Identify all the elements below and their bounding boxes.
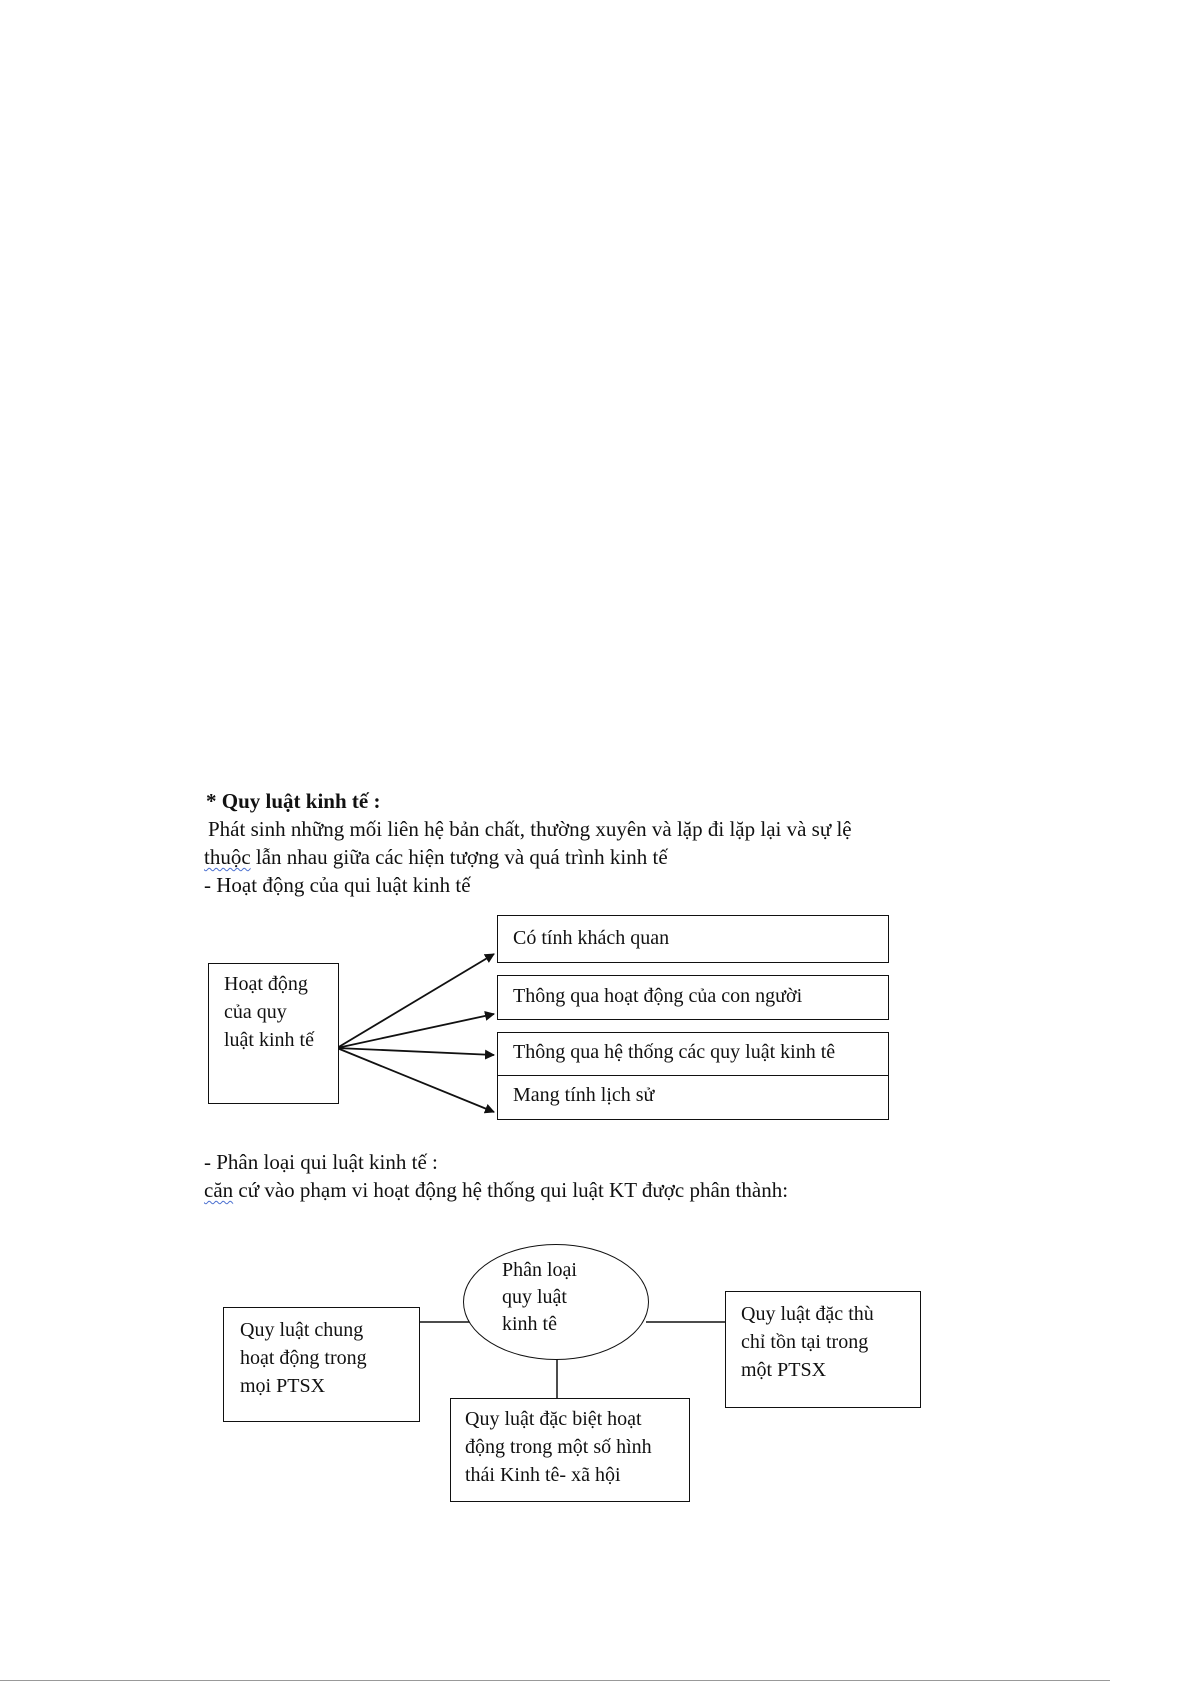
target-historical-box xyxy=(497,1075,889,1120)
general-law-line: mọi PTSX xyxy=(240,1375,326,1397)
activity-heading: - Hoạt động của qui luật kinh tế xyxy=(204,873,471,897)
target-human-activity-box xyxy=(497,975,889,1020)
source-line: của quy xyxy=(224,1001,287,1023)
specific-law-box xyxy=(725,1291,921,1408)
classification-basis-rest: cứ vào phạm vi hoạt động hệ thống qui luật KT được phân thành: xyxy=(233,1178,789,1202)
center-line: Phân loại xyxy=(502,1259,577,1281)
center-line: kinh tê xyxy=(502,1313,557,1335)
target-label: Mang tính lịch sử xyxy=(513,1084,655,1106)
general-law-line: Quy luật chung xyxy=(240,1319,364,1341)
definition-line-2-rest: lẫn nhau giữa các hiện tượng và quá trình kinh tế xyxy=(250,845,668,869)
special-law-line: động trong một số hình xyxy=(465,1436,652,1458)
classification-center-ellipse xyxy=(463,1244,649,1360)
specific-law-line: một PTSX xyxy=(741,1359,827,1381)
classification-basis xyxy=(204,1177,788,1203)
classification-heading: - Phân loại qui luật kinh tế : xyxy=(204,1150,438,1174)
target-objective-box xyxy=(497,915,889,963)
source-line: luật kinh tế xyxy=(224,1029,314,1051)
page-bottom-rule xyxy=(0,1680,1110,1681)
spellcheck-word: căn xyxy=(204,1178,234,1202)
special-law-line: thái Kinh tê- xã hội xyxy=(465,1464,621,1486)
specific-law-line: chỉ tồn tại trong xyxy=(741,1331,869,1353)
arrow-to-objective xyxy=(337,954,494,1048)
definition-line-1: Phát sinh những mối liên hệ bản chất, thường xuyên và lặp đi lặp lại và sự lệ xyxy=(208,817,852,841)
special-law-line: Quy luật đặc biệt hoạt xyxy=(465,1408,642,1430)
source-line: Hoạt động xyxy=(224,973,308,995)
general-law-line: hoạt động trong xyxy=(240,1347,367,1369)
special-law-box xyxy=(450,1398,690,1502)
general-law-box xyxy=(223,1307,420,1422)
specific-law-line: Quy luật đặc thù xyxy=(741,1303,874,1325)
target-law-system-box xyxy=(497,1032,889,1076)
arrow-to-law-system xyxy=(337,1048,494,1055)
target-label: Thông qua hoạt động của con người xyxy=(513,985,803,1007)
target-label: Có tính khách quan xyxy=(513,927,670,949)
target-label: Thông qua hệ thống các quy luật kinh tê xyxy=(513,1041,836,1063)
arrow-to-human-activity xyxy=(337,1014,494,1048)
center-line: quy luật xyxy=(502,1286,567,1308)
spellcheck-word: thuộc xyxy=(204,845,251,869)
arrow-to-historical xyxy=(337,1048,494,1112)
section-title: * Quy luật kinh tế : xyxy=(206,789,381,813)
activity-source-box xyxy=(208,963,339,1104)
